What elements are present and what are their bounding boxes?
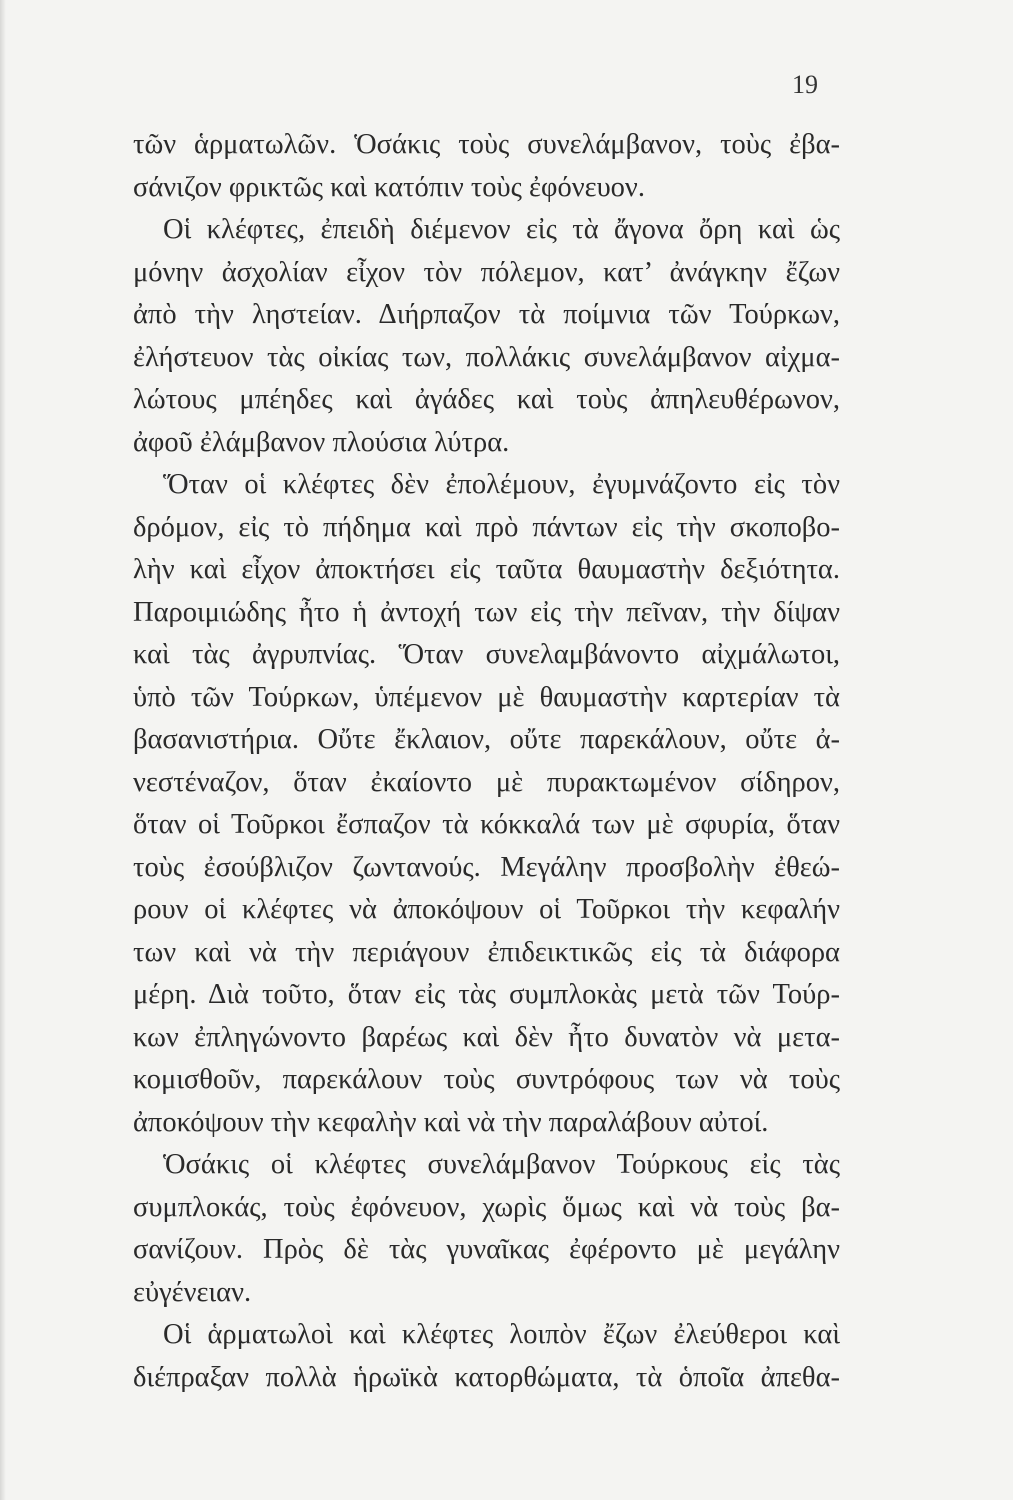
body-text: [133, 124, 840, 1399]
paragraph: [133, 209, 840, 464]
text-line: νεστέναζον, ὅταν ἐκαίοντο μὲ πυρακτωμένον σίδηρον,: [133, 766, 840, 798]
text-line: Οἱ ἁρματωλοὶ καὶ κλέφτες λοιπὸν ἔζων ἐλεύθεροι καὶ: [163, 1319, 840, 1350]
text-line: Ὁσάκις οἱ κλέφτες συνελάμβανον Τούρκους εἰς τὰς: [163, 1149, 840, 1180]
text-line: ἀπὸ τὴν ληστείαν. Διήρπαζον τὰ ποίμνια τῶν Τούρκων,: [133, 299, 840, 330]
text-line: των καὶ νὰ τὴν περιάγουν ἐπιδεικτικῶς εἰς τὰ διάφορα: [133, 936, 840, 968]
text-line: σανίζουν. Πρὸς δὲ τὰς γυναῖκας ἐφέροντο μὲ μεγάλην: [133, 1234, 840, 1265]
page-edge-shadow: [0, 0, 6, 1500]
text-line: εὐγένειαν.: [133, 1276, 252, 1308]
text-line: ὑπὸ τῶν Τούρκων, ὑπέμενον μὲ θαυμαστὴν καρτερίαν τὰ: [133, 681, 840, 713]
text-line: ἀποκόψουν τὴν κεφαλὴν καὶ νὰ τὴν παραλάβουν αὐτοί.: [133, 1106, 769, 1138]
text-line: σάνιζον φρικτῶς καὶ κατόπιν τοὺς ἐφόνευον.: [133, 171, 645, 203]
text-line: μέρη. Διὰ τοῦτο, ὅταν εἰς τὰς συμπλοκὰς μετὰ τῶν Τούρ-: [133, 979, 840, 1010]
text-line: κομισθοῦν, παρεκάλουν τοὺς συντρόφους των νὰ τοὺς: [133, 1064, 840, 1095]
text-line: Οἱ κλέφτες, ἐπειδὴ διέμενον εἰς τὰ ἄγονα ὄρη καὶ ὡς: [163, 214, 840, 245]
text-line: ὅταν οἱ Τοῦρκοι ἔσπαζον τὰ κόκκαλά των μὲ σφυρία, ὅταν: [133, 809, 840, 840]
paragraph: [133, 124, 840, 209]
text-line: κων ἐπληγώνοντο βαρέως καὶ δὲν ἦτο δυνατὸν νὰ μετα-: [133, 1021, 840, 1053]
text-line: τῶν ἁρματωλῶν. Ὁσάκις τοὺς συνελάμβανον, τοὺς ἐβα-: [133, 129, 840, 160]
text-line: Παροιμιώδης ἦτο ἡ ἀντοχή των εἰς τὴν πεῖναν, τὴν δίψαν: [133, 596, 840, 628]
text-line: διέπραξαν πολλὰ ἡρωϊκὰ κατορθώματα, τὰ ὁποῖα ἀπεθα-: [133, 1361, 840, 1393]
text-line: τοὺς ἐσούβλιζον ζωντανούς. Μεγάλην προσβολὴν ἐθεώ-: [133, 851, 840, 883]
text-line: συμπλοκάς, τοὺς ἐφόνευον, χωρὶς ὅμως καὶ νὰ τοὺς βα-: [133, 1191, 840, 1223]
text-line: ρουν οἱ κλέφτες νὰ ἀποκόψουν οἱ Τοῦρκοι τὴν κεφαλήν: [133, 894, 840, 925]
paragraph: [133, 464, 840, 1144]
page-number: 19: [792, 70, 818, 99]
text-line: ἀφοῦ ἐλάμβανον πλούσια λύτρα.: [133, 426, 510, 458]
text-line: ἐλήστευον τὰς οἰκίας των, πολλάκις συνελάμβανον αἰχμα-: [133, 341, 840, 373]
text-line: δρόμον, εἰς τὸ πήδημα καὶ πρὸ πάντων εἰς τὴν σκοποβο-: [133, 511, 840, 543]
text-line: Ὅταν οἱ κλέφτες δὲν ἐπολέμουν, ἐγυμνάζοντο εἰς τὸν: [163, 469, 840, 500]
paragraph: [133, 1144, 840, 1314]
paragraph: [133, 1314, 840, 1399]
text-line: καὶ τὰς ἀγρυπνίας. Ὅταν συνελαμβάνοντο αἰχμάλωτοι,: [133, 639, 840, 670]
text-line: λὴν καὶ εἶχον ἀποκτήσει εἰς ταῦτα θαυμαστὴν δεξιότητα.: [133, 554, 840, 585]
text-line: λώτους μπέηδες καὶ ἀγάδες καὶ τοὺς ἀπηλευθέρωνον,: [133, 384, 840, 415]
text-line: μόνην ἀσχολίαν εἶχον τὸν πόλεμον, κατ’ ἀνάγκην ἔζων: [133, 256, 840, 288]
text-line: βασανιστήρια. Οὔτε ἔκλαιον, οὔτε παρεκάλουν, οὔτε ἀ-: [133, 724, 840, 755]
